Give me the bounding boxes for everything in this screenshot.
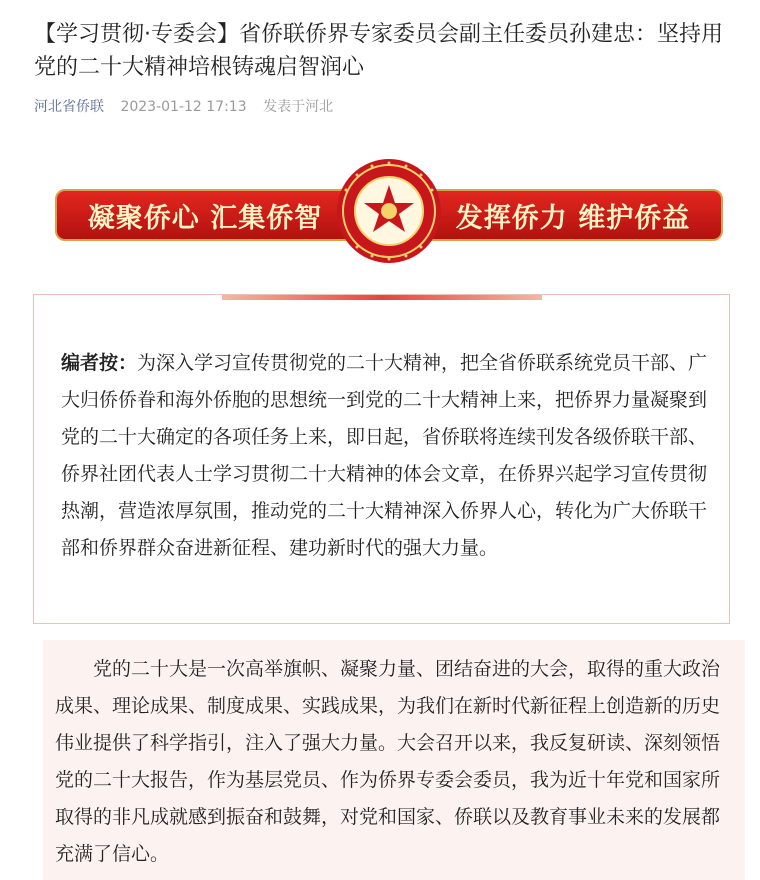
article-title: 【学习贯彻·专委会】省侨联侨界专家委员会副主任委员孙建忠：坚持用党的二十大精神培根铸魂启智润心 bbox=[34, 22, 723, 80]
publish-location: 发表于河北 bbox=[263, 99, 334, 115]
editor-note-label: 编者按： bbox=[61, 352, 138, 374]
editor-note-content: 为深入学习宣传贯彻党的二十大精神，把全省侨联系统党员干部、广大归侨侨眷和海外侨胞的思想统一到党的二十大精神上来，把侨界力量凝聚到党的二十大确定的各项任务上来，即日起，省侨联将连续刊发各级侨联干部、侨界社团代表人士学习贯彻二十大精神的体会文章，在侨界兴起学习宣传贯彻热潮，营造浓厚氛围，推动党的二十大精神深入侨界人心，转化为广大侨联干部和侨界群众奋进新征程、建功新时代的强大力量。 bbox=[61, 352, 708, 559]
article-meta bbox=[34, 96, 333, 116]
article-body-paragraph: 党的二十大是一次高举旗帜、凝聚力量、团结奋进的大会，取得的重大政治成果、理论成果、制度成果、实践成果，为我们在新时代新征程上创造新的历史伟业提供了科学指引，注入了强大力量。大会召开以来，我反复研读、深刻领悟党的二十大报告，作为基层党员、作为侨界专委会委员，我为近十年党和国家所取得的非凡成就感到振奋和鼓舞，对党和国家、侨联以及教育事业未来的发展都充满了信心。 bbox=[55, 658, 721, 865]
editor-note-text bbox=[61, 345, 711, 567]
article-body-section bbox=[43, 640, 745, 880]
banner-left-slogan: 凝聚侨心 汇集侨智 bbox=[55, 189, 355, 241]
publish-time: 2023-01-12 17:13 bbox=[120, 99, 247, 115]
editor-note-box bbox=[33, 294, 730, 624]
note-accent-bar bbox=[222, 295, 542, 300]
account-name-link[interactable]: 河北省侨联 bbox=[34, 99, 104, 115]
header-banner-image bbox=[55, 157, 723, 265]
federation-emblem-icon bbox=[334, 157, 444, 265]
banner-right-slogan: 发挥侨力 维护侨益 bbox=[423, 189, 723, 241]
